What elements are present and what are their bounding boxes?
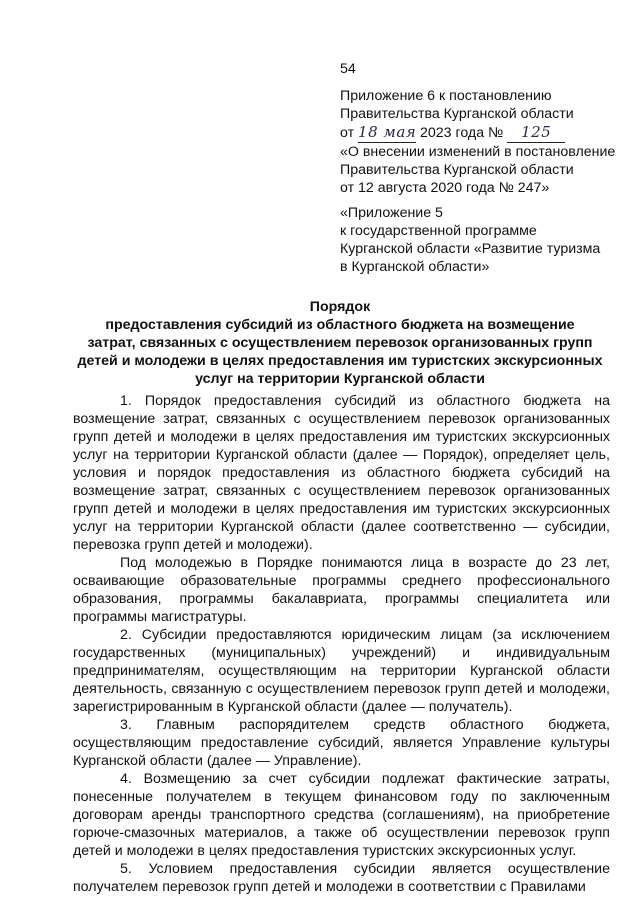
header-line-1: Приложение 6 к постановлению bbox=[340, 88, 552, 104]
paragraph-6: 5. Условием предоставления субсидии является осуществление получателем перевозок групп детей и молодежи в соответствии с Правилами bbox=[73, 861, 610, 895]
paragraph-2: Под молодежью в Порядке понимаются лица в возрасте до 23 лет, осваивающие образовательные программы среднего профессионального образования, программы бакалавриата, программы специалитета или программы магистратуры. bbox=[73, 555, 610, 625]
appendix-line-2: к государственной программе bbox=[340, 223, 537, 239]
header-line-2: Правительства Курганской области bbox=[340, 106, 574, 122]
appendix-line-3: Курганской области «Развитие туризма bbox=[340, 241, 601, 257]
document-title bbox=[70, 298, 610, 388]
title-line-3: детей и молодежи в целях предоставления им туристских экскурсионных bbox=[77, 353, 603, 369]
appendix-reference bbox=[340, 204, 620, 276]
handwritten-number-text: 125 bbox=[521, 123, 552, 141]
header-line-4: «О внесении изменений в постановление bbox=[340, 144, 616, 160]
handwritten-number bbox=[507, 123, 565, 143]
paragraph-3: 2. Субсидии предоставляются юридическим лицам (за исключением государственных (муниципальных) учреждений) и индивидуальным предпринимателям, осуществляющим на территории Курганской области деятельность, связанную с осуществлением перевозок групп детей и молодежи, зарегистрированным в Курганской области (далее — получатель). bbox=[73, 627, 610, 715]
document-header bbox=[340, 87, 620, 197]
handwritten-date bbox=[358, 123, 416, 143]
page-number: 54 bbox=[340, 61, 356, 77]
date-middle: 2023 года № bbox=[419, 125, 504, 141]
title-heading: Порядок bbox=[309, 299, 371, 315]
title-line-1: предоставления субсидий из областного бюджета на возмещение bbox=[105, 317, 575, 333]
paragraph-1: 1. Порядок предоставления субсидий из областного бюджета на возмещение затрат, связанных с осуществлением перевозок организованных групп детей и молодежи в целях предоставления им туристских экскурсионных услуг на территории Курганской области (далее — Порядок), определяет цель, условия и порядок предоставления из областного бюджета субсидий на возмещение затрат, связанных с осуществлением перевозок организованных групп детей и молодежи в целях предоставления им туристских экскурсионных услуг на территории Курганской области (далее соответственно — субсидии, перевозка групп детей и молодежи). bbox=[73, 393, 610, 553]
header-date-line bbox=[340, 123, 620, 143]
appendix-line-1: «Приложение 5 bbox=[340, 205, 443, 221]
date-prefix: от bbox=[340, 125, 355, 141]
title-line-2: затрат, связанных с осуществлением перевозок организованных групп bbox=[87, 335, 593, 351]
header-line-5: Правительства Курганской области bbox=[340, 162, 574, 178]
appendix-line-4: в Курганской области» bbox=[340, 259, 490, 275]
paragraph-5: 4. Возмещению за счет субсидии подлежат фактические затраты, понесенные получателем в текущем финансовом году по заключенным договорам аренды транспортного средства (соглашениям), на приобретение горюче-смазочных материалов, а также об осуществлении перевозок групп детей и молодежи в целях предоставления туристских экскурсионных услуг. bbox=[73, 771, 610, 859]
paragraph-4: 3. Главным распорядителем средств областного бюджета, осуществляющим предоставление субсидий, является Управление культуры Курганской области (далее — Управление). bbox=[73, 717, 610, 769]
header-line-6: от 12 августа 2020 года № 247» bbox=[340, 180, 550, 196]
document-body bbox=[73, 392, 610, 896]
title-line-4: услуг на территории Курганской области bbox=[195, 371, 485, 387]
handwritten-date-text: 18 мая bbox=[358, 123, 417, 141]
